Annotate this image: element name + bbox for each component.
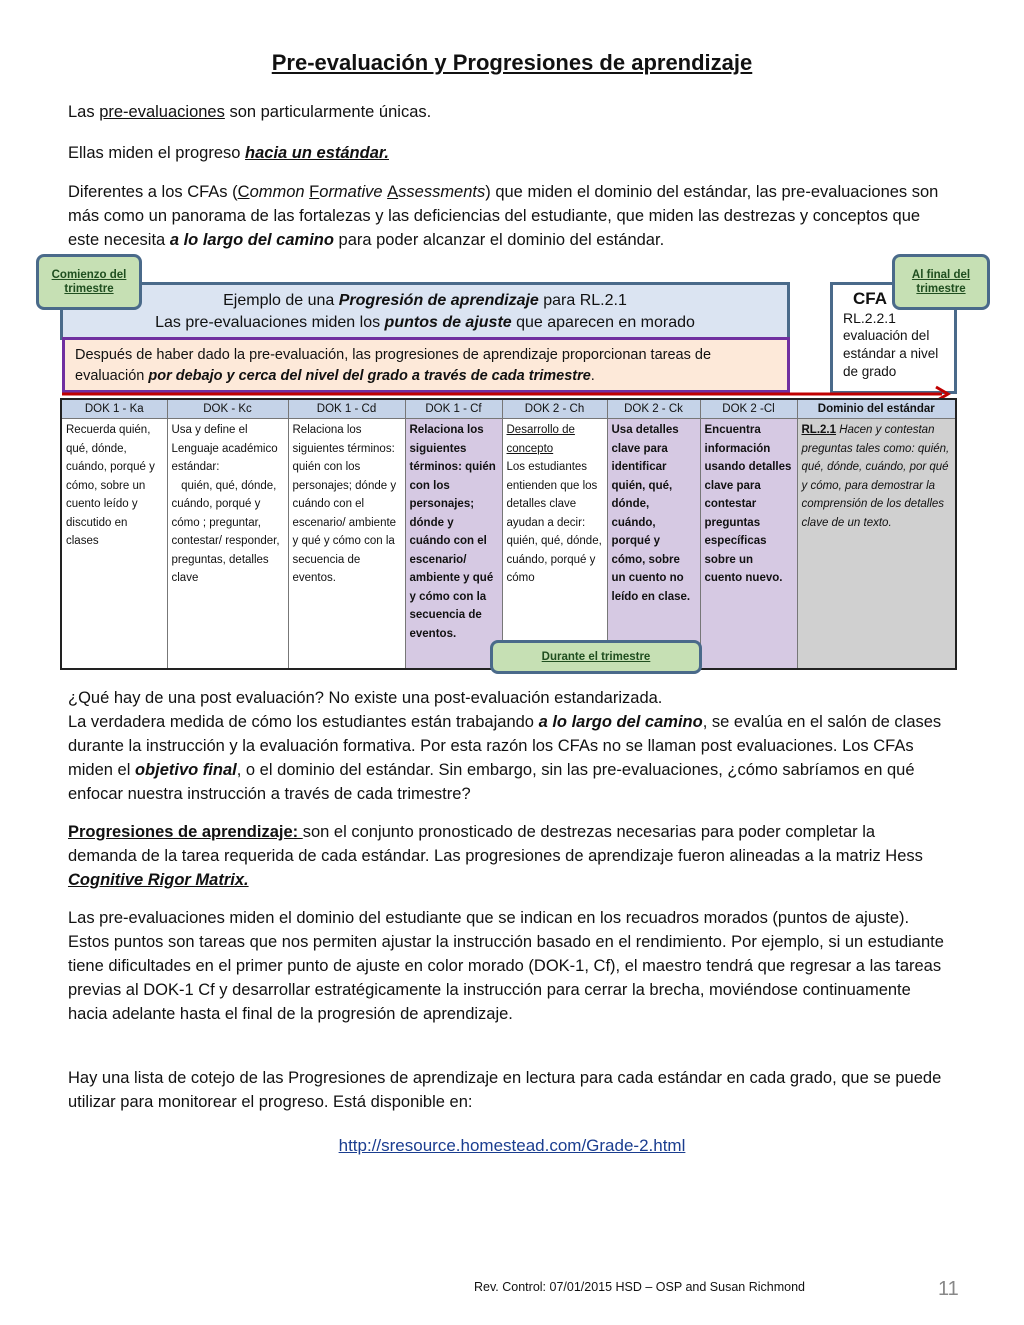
table-cell-kc: Usa y define el Lenguaje académico estándar: quién, qué, dónde, cuándo, porqué y cómo ; preguntar, contestar/ responder, preguntas, detalles clave: [167, 419, 288, 670]
intro-paragraph-3: Diferentes a los CFAs (Common Formative Assessments) que miden el dominio del estándar, las pre-evaluaciones son más como un panorama de las fortalezas y las deficiencias del estudiante, que miden las destrezas y conceptos que este necesita a lo largo del camino para poder alcanzar el dominio del estándar.: [68, 183, 939, 249]
tag-end-of-term: Al final del trimestre: [892, 254, 990, 310]
table-header: DOK 1 - Ka: [61, 399, 167, 419]
standard-code: RL.2.1: [801, 424, 837, 436]
concept-development-title: Desarrollo de concepto: [506, 424, 575, 455]
table-header: DOK 2 -Cl: [700, 399, 797, 419]
intro-paragraph-1: Las pre-evaluaciones son particularmente únicas.: [68, 103, 432, 121]
example-box: [60, 282, 790, 340]
page-number: 11: [938, 1278, 959, 1300]
table-header: DOK 2 - Ck: [607, 399, 700, 419]
resource-link[interactable]: http://sresource.homestead.com/Grade-2.html: [338, 1136, 686, 1155]
progression-table: [60, 398, 957, 670]
table-cell-cl: Encuentra información usando detalles clave para contestar preguntas específicas sobre un cuento nuevo.: [700, 419, 797, 670]
tag-start-of-term: Comienzo del trimestre: [36, 254, 142, 310]
progressions-paragraph: Progresiones de aprendizaje: son el conjunto pronosticado de destrezas necesarias para poder completar la demanda de la tarea requerida de cada estándar. Las progresiones de aprendizaje fueron alineadas a la matriz Hess Cognitive Rigor Matrix.: [68, 823, 923, 889]
table-header: DOK 1 - Cf: [405, 399, 502, 419]
table-cell-mastery: [797, 419, 956, 670]
table-row: [61, 419, 956, 670]
table-cell-cd: Relaciona los siguientes términos: quién con los personajes; dónde y cuándo con el escenario/ ambiente y qué y cómo con la secuencia de eventos.: [288, 419, 405, 670]
table-cell-ch: [502, 419, 607, 670]
post-evaluation-paragraph: ¿Qué hay de una post evaluación? No existe una post-evaluación estandarizada. La verdadera medida de cómo los estudiantes están trabajando a lo largo del camino, se evalúa en el salón de clases durante la instrucción y la evaluación formativa. Por esta razón los CFAs no se llaman post evaluaciones. Los CFAs miden el objetivo final, o el dominio del estándar. Sin embargo, sin las pre-evaluaciones, ¿cómo sabríamos en qué enfocar nuestra instrucción a través de cada trimestre?: [68, 689, 942, 803]
adjustment-note-box: Después de haber dado la pre-evaluación, las progresiones de aprendizaje proporcionan tareas de evaluación por debajo y cerca del nivel del grado a través de cada trimestre.: [62, 337, 790, 393]
table-header: DOK 1 - Cd: [288, 399, 405, 419]
table-cell-ck: Usa detalles clave para identificar quién, qué, dónde, cuándo, porqué y cómo, sobre un cuento no leído en clase.: [607, 419, 700, 670]
cfa-code: RL.2.2.1: [843, 310, 896, 326]
example-text: Ejemplo de una Progresión de aprendizaje para RL.2.1 Las pre-evaluaciones miden los puntos de ajuste que aparecen en morado: [155, 292, 695, 331]
table-header: DOK - Kc: [167, 399, 288, 419]
concept-development-text: Los estudiantes entienden que los detalles clave ayudan a decir: quién, qué, dónde, cuándo, porqué y cómo: [506, 461, 602, 584]
checklist-paragraph: Hay una lista de cotejo de las Progresiones de aprendizaje en lectura para cada estándar en cada grado, que se puede utilizar para monitorear el progreso. Está disponible en:: [68, 1069, 942, 1111]
footer-revision: Rev. Control: 07/01/2015 HSD – OSP and Susan Richmond: [474, 1280, 805, 1294]
page-title: Pre-evaluación y Progresiones de aprendizaje: [271, 50, 753, 75]
table-cell-cf: Relaciona los siguientes términos: quién con los personajes; dónde y cuándo con el escenario/ ambiente y qué y cómo con la secuencia de eventos.: [405, 419, 502, 670]
cfa-title: CFA: [853, 289, 887, 308]
table-header-row: [61, 399, 956, 419]
table-header-mastery: Dominio del estándar: [797, 399, 956, 419]
adjustment-points-paragraph: Las pre-evaluaciones miden el dominio del estudiante que se indican en los recuadros morados (puntos de ajuste). Estos puntos son tareas que nos permiten ajustar la instrucción basado en el rendimiento. Por ejemplo, si un estudiante tiene dificultades en el primer punto de ajuste en color morado (DOK-1, Cf), el maestro tendrá que regresar a las tareas previas al DOK-1 Cf y desarrollar estratégicamente la instrucción para cerrar la brecha, moviéndose continuamente hacia adelante hasta el final de la progresión de aprendizaje.: [68, 909, 944, 1023]
table-cell-ka: Recuerda quién, qué, dónde, cuándo, porqué y cómo, sobre un cuento leído y discutido en clases: [61, 419, 167, 670]
intro-paragraph-2: Ellas miden el progreso hacia un estándar.: [68, 144, 389, 162]
table-header: DOK 2 - Ch: [502, 399, 607, 419]
tag-during-term: Durante el trimestre: [490, 640, 702, 674]
cfa-description: evaluación del estándar a nivel de grado: [843, 328, 939, 379]
mastery-text: Hacen y contestan preguntas tales como: quién, qué, dónde, cuándo, por qué y cómo, para demostrar la comprensión de los detalles clave de un texto.: [801, 424, 950, 529]
